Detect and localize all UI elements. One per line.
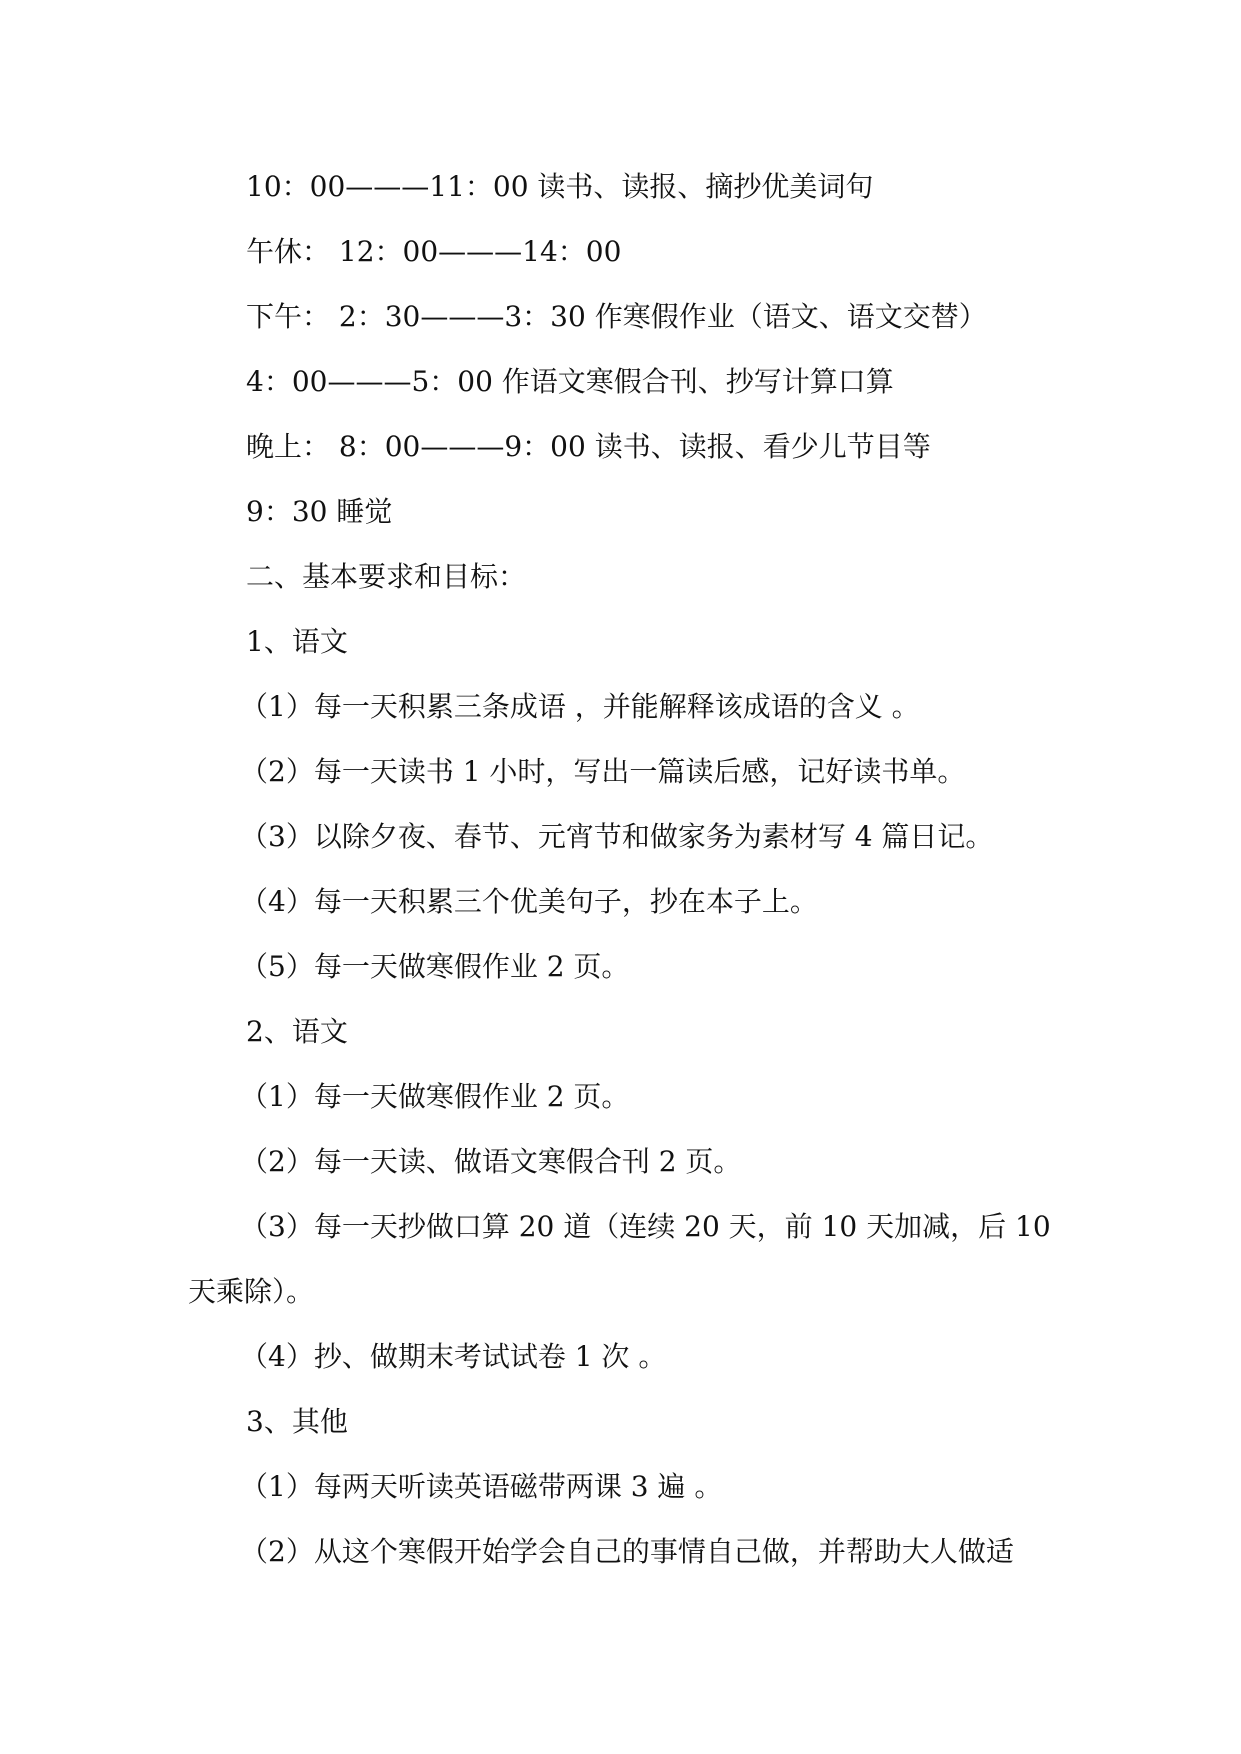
document-body <box>188 154 1068 1584</box>
subsection-heading-1: 1、语文 <box>246 625 348 658</box>
list-item: （2）从这个寒假开始学会自己的事情自己做，并帮助大人做适 <box>240 1535 1014 1568</box>
list-item: （1）每一天做寒假作业 2 页。 <box>240 1080 630 1113</box>
schedule-line-afternoon-homework: 下午： 2：30———3：30 作寒假作业（语文、语文交替） <box>246 300 987 333</box>
schedule-line-afternoon-practice: 4：00———5：00 作语文寒假合刊、抄写计算口算 <box>246 365 894 398</box>
list-item: （2）每一天读、做语文寒假合刊 2 页。 <box>240 1145 742 1178</box>
list-item: （4）抄、做期末考试试卷 1 次 。 <box>240 1340 667 1373</box>
list-item: （1）每两天听读英语磁带两课 3 遍 。 <box>240 1470 723 1503</box>
schedule-line-evening: 晚上： 8：00———9：00 读书、读报、看少儿节目等 <box>246 430 931 463</box>
list-item: （1）每一天积累三条成语 ，并能解释该成语的含义 。 <box>240 690 920 723</box>
list-item: （2）每一天读书 1 小时，写出一篇读后感，记好读书单。 <box>240 755 966 788</box>
list-item: （3）每一天抄做口算 20 道（连续 20 天，前 10 天加减，后 10 <box>240 1210 1051 1243</box>
list-item: （5）每一天做寒假作业 2 页。 <box>240 950 630 983</box>
section-heading-requirements: 二、基本要求和目标： <box>246 560 527 593</box>
list-item-continuation: 天乘除）。 <box>188 1275 315 1308</box>
schedule-line-morning-reading: 10：00———11：00 读书、读报、摘抄优美词句 <box>246 170 874 203</box>
list-item: （4）每一天积累三个优美句子，抄在本子上。 <box>240 885 818 918</box>
subsection-heading-2: 2、语文 <box>246 1015 348 1048</box>
schedule-line-sleep: 9：30 睡觉 <box>246 495 393 528</box>
list-item: （3）以除夕夜、春节、元宵节和做家务为素材写 4 篇日记。 <box>240 820 994 853</box>
subsection-heading-3: 3、其他 <box>246 1405 348 1438</box>
schedule-line-noon-rest: 午休： 12：00———14：00 <box>246 235 622 268</box>
